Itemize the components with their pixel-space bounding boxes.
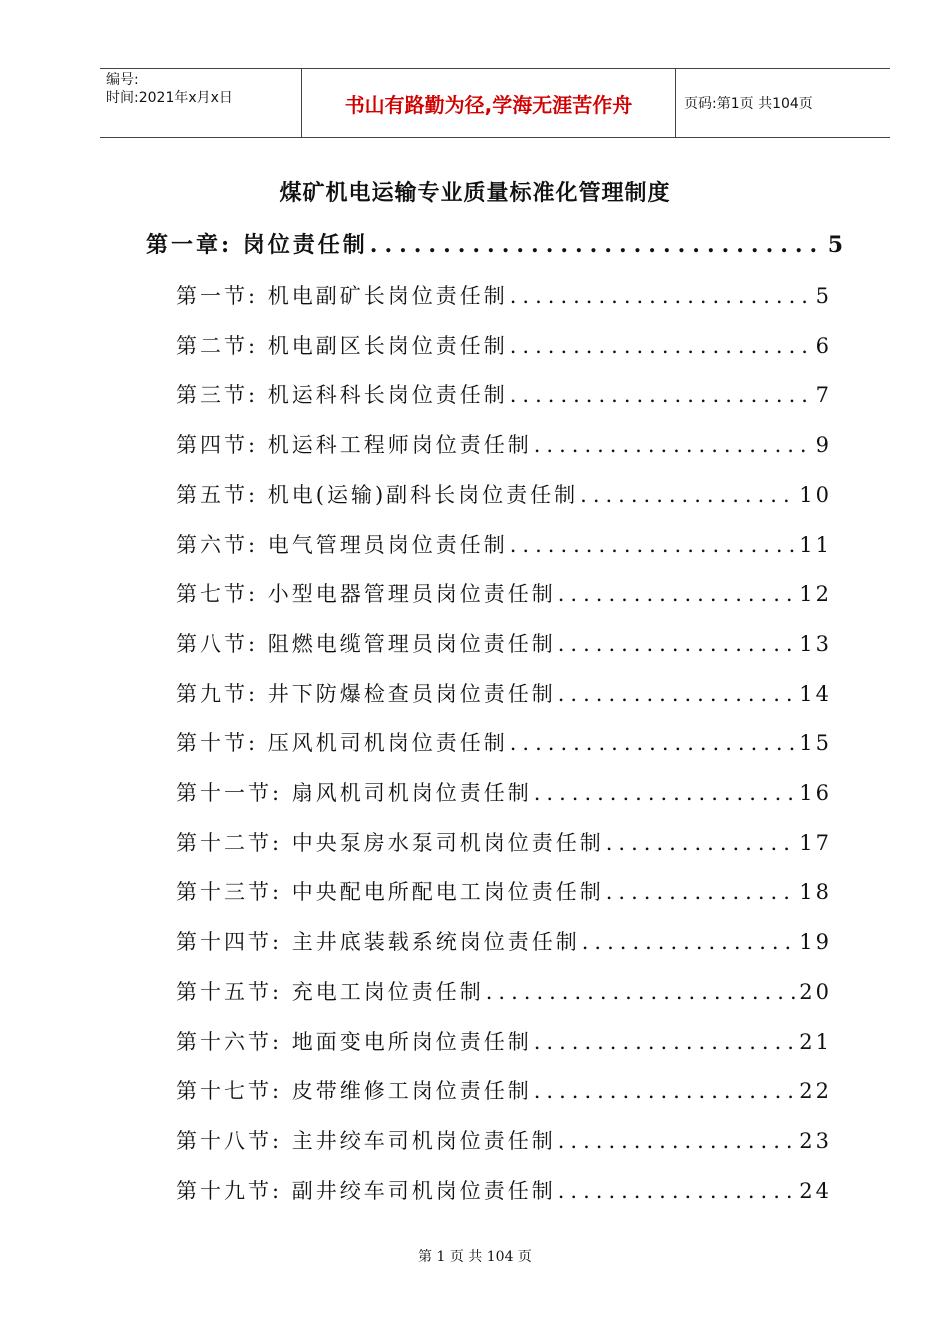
toc-section-row[interactable]: [176, 827, 832, 857]
toc-section-label: 第八节: 阻燃电缆管理员岗位责任制: [176, 631, 556, 656]
toc-chapter[interactable]: [146, 228, 846, 259]
toc-section-page: 11: [799, 532, 832, 557]
toc-section-page: 21: [799, 1029, 832, 1054]
toc-section-page: 5: [815, 284, 832, 308]
toc-section-row[interactable]: [176, 1075, 832, 1105]
toc-section-row[interactable]: [176, 429, 832, 459]
header-page-info: 页码:第1页 共104页: [684, 96, 813, 112]
toc-section-label: 第三节: 机运科科长岗位责任制: [176, 383, 508, 408]
toc-section-label: 第十八节: 主井绞车司机岗位责任制: [176, 1128, 556, 1153]
toc-section-label: 第二节: 机电副区长岗位责任制: [176, 333, 508, 358]
toc-leader-dots: [534, 433, 814, 457]
toc-leader-dots: [558, 1129, 798, 1153]
toc-section-label: 第一节: 机电副矿长岗位责任制: [176, 284, 508, 308]
toc-section-page: 13: [799, 631, 832, 656]
toc-section-page: 23: [799, 1128, 832, 1153]
toc-section-row[interactable]: [176, 976, 832, 1006]
toc-section-page: 18: [799, 880, 832, 905]
toc-section-label: 第十节: 压风机司机岗位责任制: [176, 731, 508, 756]
toc-leader-dots: [510, 383, 814, 407]
toc-section-row[interactable]: [176, 777, 832, 807]
toc-section-label: 第十六节: 地面变电所岗位责任制: [176, 1029, 532, 1054]
toc-leader-dots: [510, 731, 798, 755]
toc-section-label: 第十三节: 中央配电所配电工岗位责任制: [176, 880, 604, 905]
toc-section-row[interactable]: [176, 628, 832, 658]
toc-section-label: 第九节: 井下防爆检查员岗位责任制: [176, 681, 556, 706]
toc-section-label: 第十七节: 皮带维修工岗位责任制: [176, 1079, 532, 1104]
toc-leader-dots: [534, 1030, 798, 1054]
toc-section-row[interactable]: [176, 379, 832, 409]
toc-section-label: 第四节: 机运科工程师岗位责任制: [176, 433, 532, 458]
toc-section-row[interactable]: [176, 479, 832, 509]
toc-section-row[interactable]: [176, 678, 832, 708]
toc-section-label: 第七节: 小型电器管理员岗位责任制: [176, 582, 556, 607]
toc-section-page: 9: [815, 433, 832, 458]
toc-section-label: 第十五节: 充电工岗位责任制: [176, 979, 484, 1004]
toc-leader-dots: [558, 582, 798, 606]
toc-leader-dots: [510, 334, 814, 358]
toc-section-row[interactable]: [176, 529, 832, 559]
toc-chapter-page: 5: [827, 232, 846, 258]
toc-leader-dots: [558, 682, 798, 706]
toc-section-page: 6: [815, 333, 832, 358]
toc-leader-dots: [582, 930, 798, 954]
toc-leader-dots: [370, 232, 826, 258]
toc-leader-dots: [486, 980, 798, 1004]
toc-leader-dots: [534, 1079, 798, 1103]
toc-section-page: 24: [799, 1178, 832, 1203]
toc-section-label: 第六节: 电气管理员岗位责任制: [176, 532, 508, 557]
toc-leader-dots: [510, 533, 798, 557]
page-footer: 第 1 页 共 104 页: [418, 1249, 532, 1265]
toc-section-page: 7: [815, 383, 832, 408]
header-meta: [100, 69, 302, 137]
toc-section-row[interactable]: [176, 1026, 832, 1056]
toc-section-page: 19: [799, 930, 832, 955]
toc-section-page: 14: [799, 681, 832, 706]
toc-leader-dots: [558, 632, 798, 656]
number-label: 编号:: [106, 72, 139, 88]
toc-chapter-label: 第一章: 岗位责任制: [146, 232, 368, 258]
toc-section-page: 16: [799, 781, 832, 805]
toc-section-row[interactable]: [176, 1125, 832, 1155]
toc-section-row[interactable]: [176, 727, 832, 757]
toc-section-label: 第十一节: 扇风机司机岗位责任制: [176, 781, 532, 805]
toc-section-page: 10: [799, 482, 832, 507]
toc-section-page: 22: [799, 1079, 832, 1104]
document-title: 煤矿机电运输专业质量标准化管理制度: [279, 181, 671, 206]
toc-section-page: 15: [799, 731, 832, 756]
time-label: 时间:2021年x月x日: [106, 90, 233, 106]
toc-section-label: 第十二节: 中央泵房水泵司机岗位责任制: [176, 830, 604, 855]
toc-section-page: 17: [799, 830, 832, 855]
toc-leader-dots: [606, 880, 798, 904]
toc-section-row[interactable]: [176, 330, 832, 360]
toc-section-row[interactable]: [176, 876, 832, 906]
toc-leader-dots: [580, 483, 797, 507]
toc-leader-dots: [510, 284, 814, 308]
toc-leader-dots: [606, 831, 798, 855]
toc-section-row[interactable]: [176, 1175, 832, 1205]
toc-section-row[interactable]: [176, 926, 832, 956]
page-header: [100, 68, 890, 138]
toc-section-label: 第十四节: 主井底装载系统岗位责任制: [176, 930, 580, 955]
header-motto: 书山有路勤为径,学海无涯苦作舟: [302, 69, 676, 137]
toc-section-row[interactable]: [176, 280, 832, 310]
toc-leader-dots: [558, 1179, 798, 1203]
toc-section-label: 第十九节: 副井绞车司机岗位责任制: [176, 1178, 556, 1203]
toc-section-page: 12: [799, 582, 832, 607]
toc-section-page: 20: [799, 979, 832, 1004]
toc-leader-dots: [534, 781, 798, 805]
toc-section-label: 第五节: 机电(运输)副科长岗位责任制: [176, 482, 579, 507]
toc-section-row[interactable]: [176, 578, 832, 608]
